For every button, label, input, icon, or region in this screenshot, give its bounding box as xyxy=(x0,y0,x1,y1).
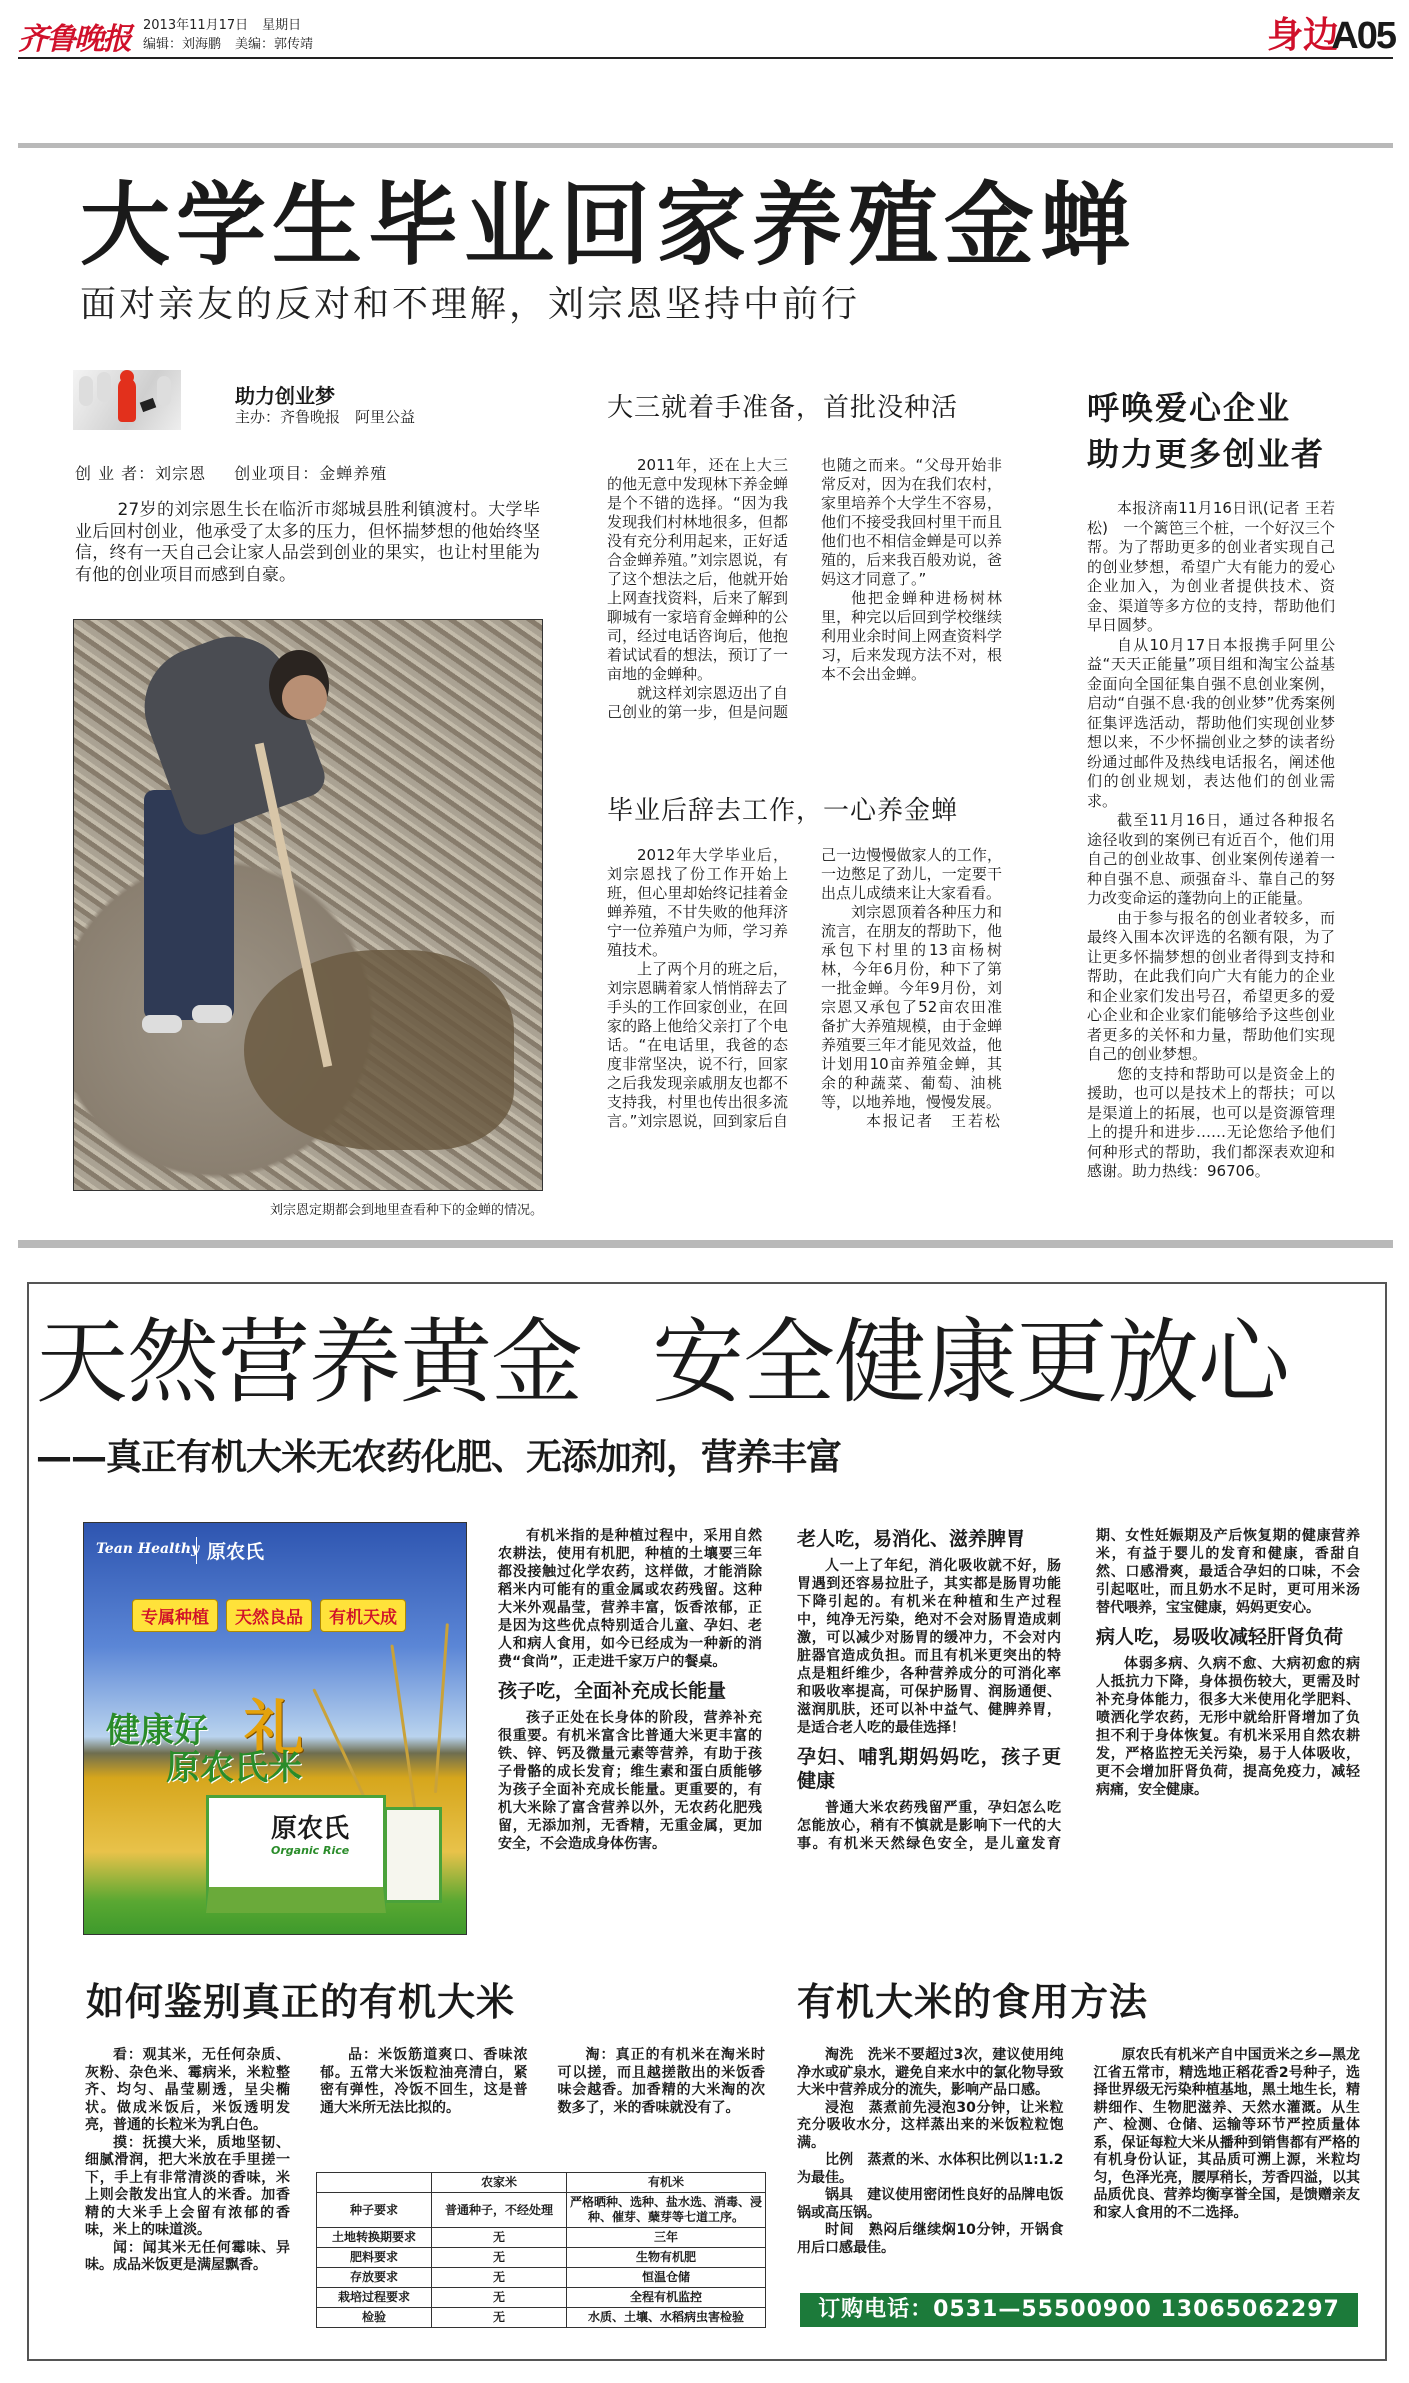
photo-caption: 刘宗恩定期都会到地里查看种下的金蝉的情况。 xyxy=(269,1203,543,1218)
issue-date: 2013年11月17日 xyxy=(143,18,249,33)
paragraph: 您的支持和帮助可以是资金上的援助，也可以是技术上的帮扶；可以是渠道上的拓展，也可以是资源管理上的提升和进步……无论您给予他们何种形式的帮助，我们都深表欢迎和感谢。助力热线：96706。 xyxy=(1087,1064,1335,1180)
paragraph: 上了两个月的班之后，刘宗恩瞒着家人悄悄辞去了手头的工作回家创业，在回家的路上他给父亲打了个电话。“在电话里，我爸的态度非常坚决，说不行，回家之后我发现亲戚朋友也都不支持我，村里也传出很多流言。”刘宗恩说，回到家后自己一边慢慢做家人的工作，一边憋足了劲儿，一定要干出点儿成绩来让大家看看。 xyxy=(607,846,1002,1130)
masthead-divider xyxy=(18,57,1393,59)
section-body xyxy=(607,846,1002,1131)
identify-col2 xyxy=(320,2047,765,2117)
table-cell: 全程有机监控 xyxy=(567,2288,766,2308)
product-tag: 有机天成 xyxy=(320,1599,406,1632)
sidebar-heading-line: 呼唤爱心企业 xyxy=(1087,389,1292,427)
paragraph: 淘洗 洗米不要超过3次，建议使用纯净水或矿泉水，避免自来水中的氯化物导致大米中营养成分的流失，影响产品口感。 xyxy=(797,2047,1064,2098)
article-intro: 27岁的刘宗恩生长在临沂市郯城县胜利镇渡村。大学毕业后回村创业，他承受了太多的压力，但怀揣梦想的他始终坚信，终有一天自己会让家人品尝到创业的果实，也让村里能为有他的创业项目而感到自豪。 xyxy=(75,500,540,585)
ad-headline-part: 安全健康更放心 xyxy=(652,1309,1290,1416)
table-header-row xyxy=(317,2173,766,2193)
identify-col1 xyxy=(85,2047,290,2275)
paragraph: 浸泡 蒸煮前先浸泡30分钟，让米粒充分吸收水分，这样蒸出来的米饭粒粒饱满。 xyxy=(797,2099,1064,2151)
project-name: 创业项目：金蝉养殖 xyxy=(234,464,388,483)
table-cell: 种子要求 xyxy=(317,2193,432,2228)
table-cell: 生物有机肥 xyxy=(567,2248,766,2268)
paragraph: 比例 蒸煮的米、水体积比例以1:1.2为最佳。 xyxy=(797,2152,1064,2186)
paragraph: 由于参与报名的创业者较多，而最终入围本次评选的名额有限，为了让更多怀揣梦想的创业者得到支持和帮助，在此我们向广大有能力的企业和企业家们发出号召，希望更多的爱心企业和企业家们能够给予这些创业者更多的关怀和力量，帮助他们实现自己的创业梦想。 xyxy=(1087,908,1335,1063)
section-name: 身边 xyxy=(1266,15,1339,56)
column-banner-image xyxy=(73,370,181,430)
ad-headline-part: 天然营养黄金 xyxy=(36,1309,583,1416)
paragraph: 他把金蝉种进杨树林里，种完以后回到学校继续利用业余时间上网查资料学习，后来发现方法不对，根本不会出金蝉。 xyxy=(821,589,1002,683)
table-cell: 土地转换期要求 xyxy=(317,2228,432,2248)
paragraph: 自从10月17日本报携手阿里公益“天天正能量”项目组和淘宝公益基金面向全国征集自强不息创业案例，启动“自强不息·我的创业梦”优秀案例征集评选活动，帮助他们实现创业梦想以来，不少怀揣创业之梦的读者纷纷通过邮件及热线电话报名，阐述他们的创业规划，表达他们的创业需求。 xyxy=(1087,635,1335,810)
order-phone-bar: 订购电话：0531—55500900 13065062297 xyxy=(800,2293,1358,2327)
benefit-heading: 孩子吃，全面补充成长能量 xyxy=(498,1680,727,1702)
column-sponsor: 主办：齐鲁晚报 阿里公益 xyxy=(235,408,416,426)
table-cell: 无 xyxy=(432,2228,567,2248)
product-tags xyxy=(132,1599,406,1632)
paragraph: 普通大米农药残留严重，孕妇怎么吃怎能放心，稍有不慎就是影响下一代的大事。有机米天然绿色安全，是儿童发育期、女性妊娠期及产后恢复期的健康营养米，有益于婴儿的发育和健康，香甜自然、口感滑爽，最适合孕妇的口味，不会引起呕吐，而且奶水不足时，更可用米汤替代喂养，宝宝健康，妈妈更安心。 xyxy=(797,1528,1360,1852)
ad-body xyxy=(498,1527,1360,1853)
sidebar-heading-line: 助力更多创业者 xyxy=(1087,435,1326,473)
section-heading: 大三就着手准备，首批没种活 xyxy=(607,393,959,423)
brand-logo-cn: 原农氏 xyxy=(196,1537,264,1564)
table-cell: 无 xyxy=(432,2308,567,2328)
benefit-heading: 老人吃，易消化、滋养脾胃 xyxy=(797,1528,1026,1550)
table-header xyxy=(317,2173,432,2193)
table-cell: 水质、土壤、水稻病虫害检验 xyxy=(567,2308,766,2328)
table-row xyxy=(317,2308,766,2328)
paragraph: 品：米饭筋道爽口、香味浓郁。五常大米饭粒油亮清白，紧密有弹性，冷饭不回生，这是普通大米所无法比拟的。 xyxy=(320,2047,528,2116)
box-brand: 原农氏 xyxy=(271,1814,350,1844)
table-cell: 肥料要求 xyxy=(317,2248,432,2268)
paragraph: 2011年，还在上大三的他无意中发现林下养金蝉是个不错的选择。“因为我发现我们村林地很多，但都没有充分利用起来，正好适合金蝉养殖。”刘宗恩说，有了这个想法之后，他就开始上网查找资料，后来了解到聊城有一家培育金蝉种的公司，经过电话咨询后，他抱着试试看的想法，预订了一亩地的金蝉种。 xyxy=(607,456,788,683)
rice-comparison-table xyxy=(316,2172,766,2328)
ad-headline xyxy=(36,1308,1289,1418)
product-box xyxy=(206,1795,386,1913)
product-image xyxy=(83,1522,467,1935)
newspaper-logo: 齐鲁晚报 xyxy=(18,22,130,57)
benefit-heading: 病人吃，易吸收减轻肝肾负荷 xyxy=(1096,1626,1344,1648)
paragraph: 人一上了年纪，消化吸收就不好，肠胃遇到还容易拉肚子，其实都是肠胃功能下降引起的。有机米在种植和生产过程中，纯净无污染，绝对不会对肠胃造成刺激，可以减少对肠胃的缓冲力，不会对内脏器官造成负担。而且有机米更突出的特点是粗纤维少，各种营养成分的可消化率和吸收率提高，可保护肠胃、润肠通便、滋润肌肤，还可以补中益气、健脾养胃，是适合老人吃的最佳选择！ xyxy=(797,1558,1061,1736)
article-subtitle: 面对亲友的反对和不理解，刘宗恩坚持中前行 xyxy=(80,284,861,325)
table-header: 有机米 xyxy=(567,2173,766,2193)
paragraph: 体弱多病、久病不愈、大病初愈的病人抵抗力下降，身体损伤较大，更需及时补充身体能力，很多大米使用化学肥料、喷洒化学农药，无形中就给肝肾增加了负担不利于身体恢复。有机米采用自然农耕发，严格监控无关污染，易于人体吸收，更不会增加肝肾负荷，提高免疫力，减轻病痛，安全健康。 xyxy=(1096,1656,1360,1798)
paragraph: 本报济南11月16日讯(记者 王若松) 一个篱笆三个桩，一个好汉三个帮。为了帮助更多的创业者实现自己的创业梦想，希望广大有能力的爱心企业加入，为创业者提供技术、资金、渠道等多方位的支持，帮助他们早日圆梦。 xyxy=(1087,499,1335,634)
paragraph: 有机米指的是种植过程中，采用自然农耕法，使用有机肥，种植的土壤要三年都没接触过化学农药，这样做，才能消除稻米内可能有的重金属或农药残留。这种大米外观晶莹，营养丰富，饭香浓郁，正是因为这些优点特别适合儿童、孕妇、老人和病人食用，如今已经成为一种新的消费“食尚”，正走进千家万户的餐桌。 xyxy=(498,1528,762,1670)
table-row xyxy=(317,2268,766,2288)
usage-body xyxy=(797,2047,1360,2257)
byline: 本报记者 王若松 xyxy=(865,1112,1002,1130)
briefcase-icon xyxy=(140,398,157,412)
rice-stalk-icon xyxy=(390,1644,417,1813)
paragraph: 闻：闻其米无任何霉味、异味。成品米饭更是满屋飘香。 xyxy=(85,2239,290,2273)
table-row xyxy=(317,2228,766,2248)
page-number: A05 xyxy=(1331,15,1395,57)
designer-credit: 美编：郭传靖 xyxy=(235,37,314,52)
product-tag: 专属种植 xyxy=(132,1599,218,1632)
table-row xyxy=(317,2288,766,2308)
paragraph: 时间 熟闷后继续焖10分钟，开锅食用后口感最佳。 xyxy=(797,2222,1064,2256)
section-heading: 毕业后辞去工作，一心养金蝉 xyxy=(607,796,959,826)
paragraph: 就这样刘宗恩迈出了自己创业的第一步，但是问题也随之而来。“父母开始非常反对，因为在我们农村，家里培养个大学生不容易，他们不接受我回村里干而且他们也不相信金蝉是可以养殖的，后来我百般劝说，爸妈这才同意了。” xyxy=(607,456,1002,721)
paragraph: 孩子正处在长身体的阶段，营养补充很重要。有机米富含比普通大米更丰富的铁、锌、钙及微量元素等营养，有助于孩子骨骼的成长发育；维生素和蛋白质能够为孩子全面补充成长能量。更重要的，有机大米除了富含营养以外，无农药化肥残留，无添加剂，无香精，无重金属，更加安全，不会造成身体伤害。 xyxy=(498,1710,762,1852)
article-title: 大学生毕业回家养殖金蝉 xyxy=(80,173,1136,278)
usage-heading: 有机大米的食用方法 xyxy=(797,1980,1149,2024)
table-cell: 无 xyxy=(432,2248,567,2268)
table-row xyxy=(317,2193,766,2228)
product-name: 原农氏米 xyxy=(166,1748,302,1788)
product-slogan: 健康好 xyxy=(106,1711,208,1751)
rice-stalk-icon xyxy=(434,1623,449,1793)
paragraph: 淘：真正的有机米在淘米时可以搓，而且越搓散出的米饭香味会越香。加香精的大米淘的次数多了，米的香味就没有了。 xyxy=(557,2047,765,2116)
table-header: 农家米 xyxy=(432,2173,567,2193)
top-divider-bar xyxy=(18,143,1393,148)
sidebar-body xyxy=(1087,499,1335,1182)
table-row xyxy=(317,2248,766,2268)
product-tag: 天然良品 xyxy=(226,1599,312,1632)
table-cell: 无 xyxy=(432,2288,567,2308)
ad-subheadline: ——真正有机大米无农药化肥、无添加剂，营养丰富 xyxy=(36,1437,842,1478)
table-cell: 普通种子，不经处理 xyxy=(432,2193,567,2228)
paragraph: 刘宗恩顶着各种压力和流言，在朋友的帮助下，他承包下村里的13亩杨树林，今年6月份，种下了第一批金蝉。今年9月份，刘宗恩又承包了52亩农田准备扩大养殖规模，由于金蝉养殖要三年才能见效益，他计划用10亩养殖金蝉，其余的种蔬菜、葡萄、油桃等，以地养地，慢慢发展。 xyxy=(821,903,1002,1111)
sidebar-heading xyxy=(1087,385,1325,477)
entrepreneur-name: 创 业 者：刘宗恩 xyxy=(75,464,207,483)
table-cell: 三年 xyxy=(567,2228,766,2248)
product-box-back xyxy=(384,1807,442,1903)
table-cell: 恒温仓储 xyxy=(567,2268,766,2288)
founder-info xyxy=(75,461,409,484)
paragraph: 锅具 建议使用密闭性良好的品牌电饭锅或高压锅。 xyxy=(797,2187,1064,2221)
paragraph: 看：观其米，无任何杂质、灰粉、杂色米、霉病米，米粒整齐、均匀、晶莹剔透，呈尖椭状。做成米饭后，米饭透明发亮，普通的长粒米为乳白色。 xyxy=(85,2047,290,2133)
issue-weekday: 星期日 xyxy=(262,18,302,33)
brand-logo-en: Tean Healthy xyxy=(96,1541,200,1557)
editor-credit: 编辑：刘海鹏 xyxy=(143,37,222,52)
box-subtitle: Organic Rice xyxy=(271,1844,350,1857)
paragraph: 摸：抚摸大米，质地坚韧、细腻滑润，把大米放在手里搓一下，手上有非常清淡的香味，米上则会散发出宜人的米香。加香精的大米手上会留有浓郁的香味，米上的味道淡。 xyxy=(85,2134,290,2238)
identify-heading: 如何鉴别真正的有机大米 xyxy=(86,1980,516,2024)
section-body xyxy=(607,456,1002,722)
article-photo xyxy=(73,619,543,1191)
table-cell: 无 xyxy=(432,2268,567,2288)
paragraph: 原农氏有机米产自中国贡米之乡—黑龙江省五常市，精选地正稻花香2号种子，选择世界级无污染种植基地，黑土地生长，精耕细作、生物肥滋养、天然水灌溉。从生产、检测、仓储、运输等环节严控质量体系，保证每粒大米从播种到销售都有严格的有机身份认证，其品质可溯上源，米粒均匀，色泽光亮，腰厚稍长，芳香四溢，以其品质优良、营养均衡享誉全国，是馈赠亲友和家人食用的不二选择。 xyxy=(1093,2047,1360,2221)
table-cell: 检验 xyxy=(317,2308,432,2328)
table-cell: 存放要求 xyxy=(317,2268,432,2288)
product-slogan-highlight: 礼 xyxy=(244,1694,304,1764)
section-divider-bar xyxy=(18,1240,1393,1248)
table-cell: 严格晒种、选种、盐水选、消毒、浸种、催芽、蘖芽等七道工序。 xyxy=(567,2193,766,2228)
benefit-heading: 孕妇、哺乳期妈妈吃，孩子更健康 xyxy=(797,1746,1061,1792)
issue-meta xyxy=(143,16,327,54)
paragraph: 截至11月16日，通过各种报名途径收到的案例已有近百个，他们用自己的创业故事、创业案例传递着一种自强不息、顽强奋斗、靠自己的努力改变命运的蓬勃向上的正能量。 xyxy=(1087,811,1335,907)
table-cell: 栽培过程要求 xyxy=(317,2288,432,2308)
column-title: 助力创业梦 xyxy=(235,384,335,408)
paragraph: 2012年大学毕业后，刘宗恩找了份工作开始上班，但心里却始终记挂着金蝉养殖，不甘失败的他拜济宁一位养殖户为师，学习养殖技术。 xyxy=(607,846,788,959)
